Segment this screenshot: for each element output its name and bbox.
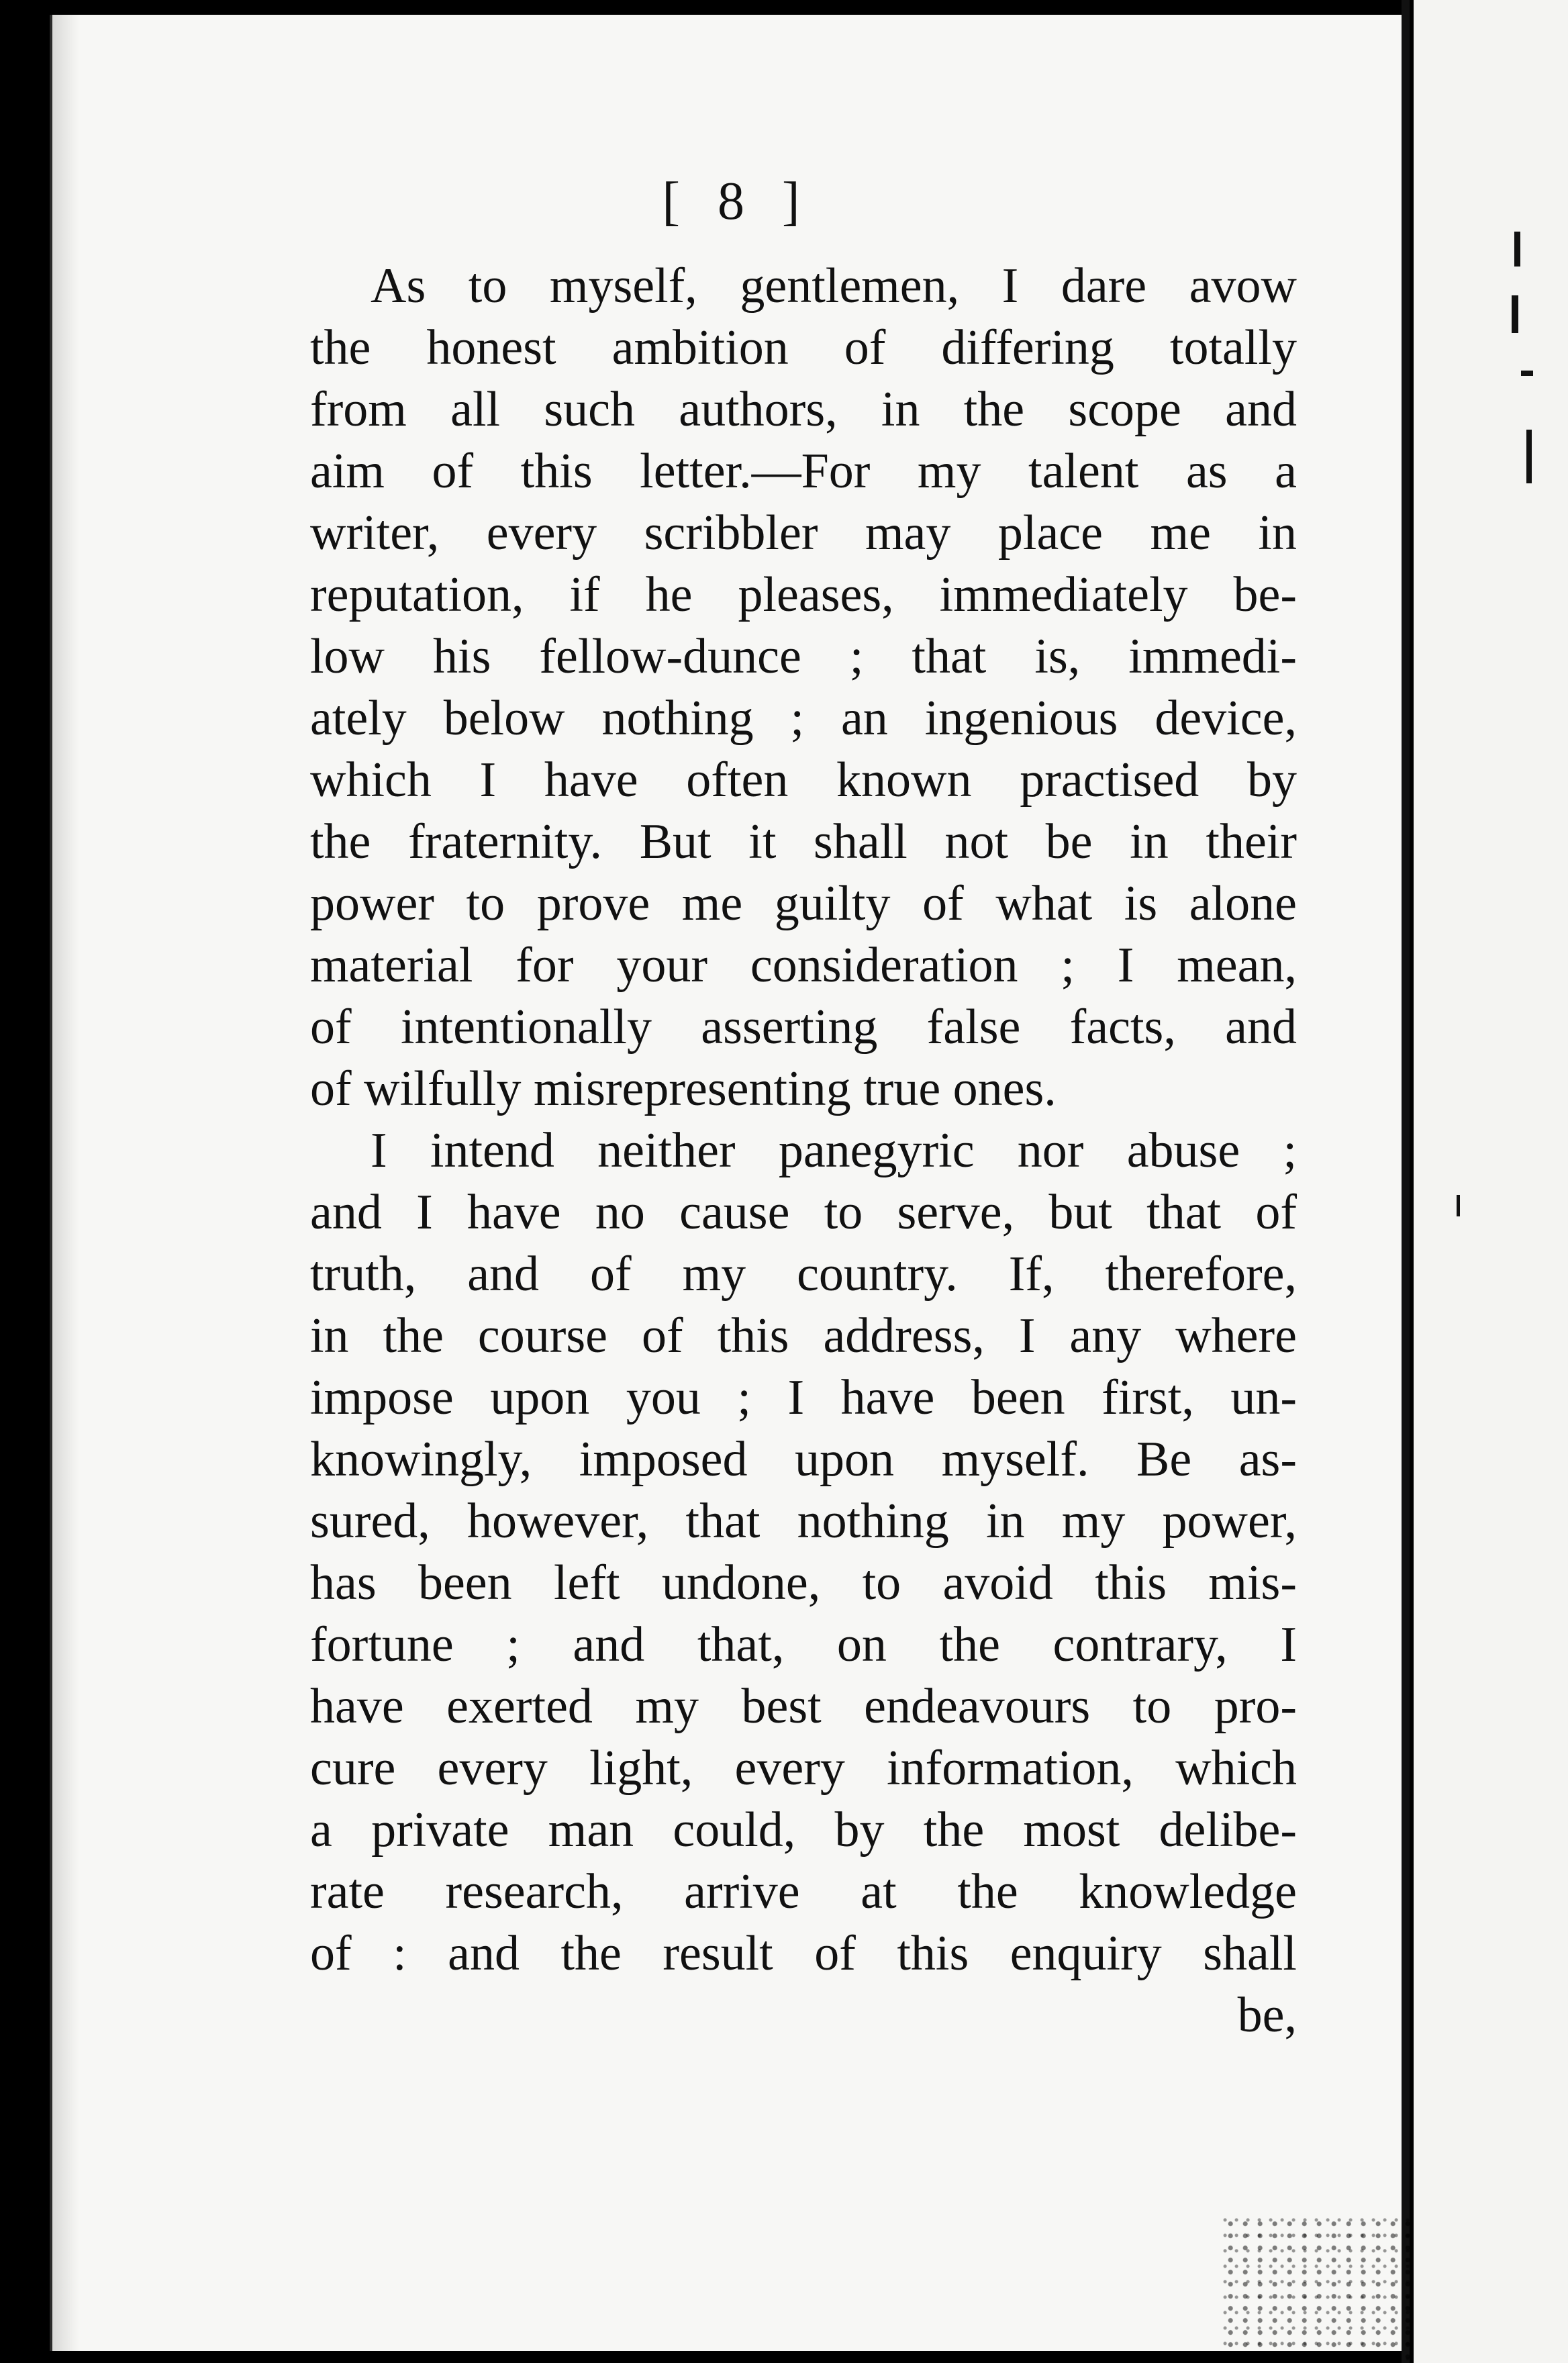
text-line: a private man could, by the most delibe-	[310, 1802, 1297, 1858]
adjacent-page-mark	[1526, 430, 1532, 483]
catchword: be,	[1237, 1988, 1297, 2043]
text-line: knowingly, imposed upon myself. Be as-	[310, 1432, 1297, 1487]
page-number: [ 8 ]	[662, 172, 812, 231]
text-line: have exerted my best endeavours to pro-	[310, 1679, 1297, 1734]
text-line: material for your consideration ; I mean,	[310, 938, 1297, 993]
page-gutter-rule	[1402, 0, 1410, 2363]
text-line: low his fellow-dunce ; that is, immedi-	[310, 629, 1297, 684]
page-corner-damage	[1222, 2215, 1410, 2363]
text-line: the honest ambition of differing totally	[310, 320, 1297, 375]
text-line: of wilfully misrepresenting true ones.	[310, 1061, 1057, 1116]
text-line: which I have often known practised by	[310, 753, 1297, 808]
page-edge-shadow	[52, 15, 79, 2351]
adjacent-page-mark	[1457, 1195, 1460, 1216]
text-line: rate research, arrive at the knowledge	[310, 1864, 1297, 1919]
text-line: the fraternity. But it shall not be in their	[310, 814, 1297, 869]
adjacent-page-mark	[1514, 232, 1520, 267]
adjacent-page-edge	[1414, 0, 1568, 2363]
text-line: As to myself, gentlemen, I dare avow	[371, 258, 1297, 314]
text-line: from all such authors, in the scope and	[310, 382, 1297, 437]
text-line: of : and the result of this enquiry shall	[310, 1926, 1297, 1981]
text-line: ately below nothing ; an ingenious device,	[310, 691, 1297, 746]
text-line: fortune ; and that, on the contrary, I	[310, 1617, 1297, 1672]
text-line: sured, however, that nothing in my power,	[310, 1494, 1297, 1549]
text-line: aim of this letter.—For my talent as a	[310, 444, 1297, 499]
text-line: impose upon you ; I have been first, un-	[310, 1370, 1297, 1425]
text-line: writer, every scribbler may place me in	[310, 505, 1297, 561]
text-line: power to prove me guilty of what is alone	[310, 876, 1297, 931]
text-line: of intentionally asserting false facts, and	[310, 1000, 1297, 1055]
text-line: has been left undone, to avoid this mis-	[310, 1555, 1297, 1610]
text-line: reputation, if he pleases, immediately be-	[310, 567, 1297, 622]
text-line: I intend neither panegyric nor abuse ;	[371, 1123, 1297, 1178]
text-line: truth, and of my country. If, therefore,	[310, 1247, 1297, 1302]
adjacent-page-mark	[1512, 295, 1518, 333]
text-line: cure every light, every information, which	[310, 1741, 1297, 1796]
text-line: in the course of this address, I any where	[310, 1308, 1297, 1363]
adjacent-page-mark	[1521, 371, 1533, 376]
text-line: and I have no cause to serve, but that of	[310, 1185, 1297, 1240]
body-text	[310, 255, 1297, 2046]
